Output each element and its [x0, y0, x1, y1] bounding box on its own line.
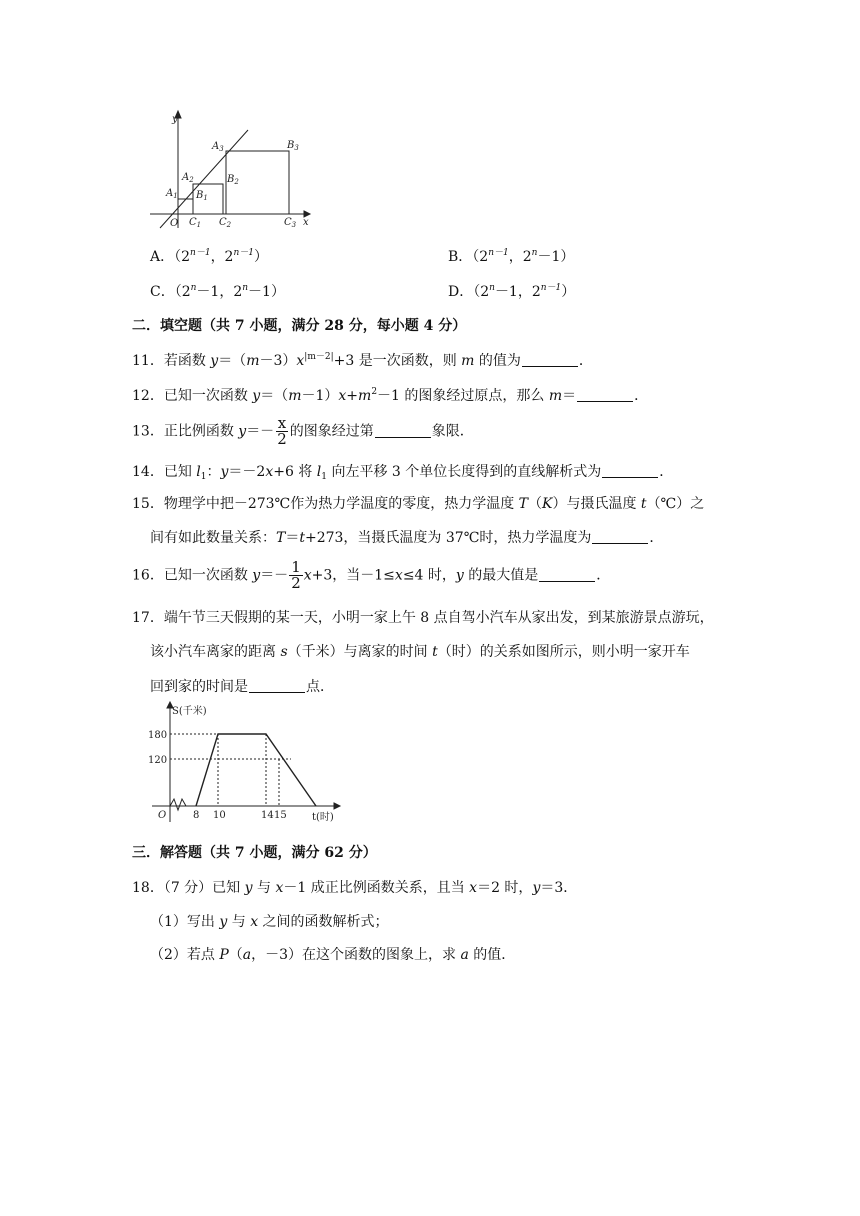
b3-label: B	[287, 140, 295, 151]
svg-text:C2: $C_2$	[219, 217, 232, 229]
answer-blank-17[interactable]	[249, 678, 305, 693]
question-18-part-2: （2）若点 P（a，－3）在这个函数的图象上，求 a 的值．	[150, 947, 516, 963]
question-14: 14．已知 $l_1$：y＝－2x+6 将 $l_1$ 向左平移 3 个单位长度得到的直线解析式为 ．	[132, 464, 674, 482]
svg-text:C3: $C_3$	[284, 217, 297, 229]
section-2-title: 二．填空题（共 7 小题，满分 28 分，每小题 4 分）	[132, 318, 467, 334]
origin-label: O	[170, 218, 179, 229]
svg-text:B1: $B_1$	[196, 190, 208, 202]
a1-label: A	[166, 188, 174, 199]
question-15-line-1: 15．物理学中把－273℃作为热力学温度的零度，热力学温度 T（K）与摄氏温度 t（℃）之	[132, 496, 705, 512]
question-12: 12．已知一次函数 $y=(m-1)x+m^2-1$ 的图象经过原点，那么 m＝ ．	[132, 387, 649, 404]
c1-label: C	[189, 217, 197, 228]
answer-blank-16[interactable]	[539, 567, 595, 582]
y-tick-180: 180	[148, 730, 168, 741]
question-17-line-2: 该小汽车离家的距离 s（千米）与离家的时间 t（时）的关系如图所示，则小明一家开车	[150, 644, 690, 660]
origin-label: O	[158, 810, 167, 821]
svg-text:C1: $C_1$	[189, 217, 202, 229]
answer-blank-11[interactable]	[522, 352, 578, 367]
question-11: 11．若函数 $y=(m-3)x^{|m-2|}+3$ 是一次函数，则 m 的值为 ．	[132, 352, 593, 369]
x-tick-10: 10	[213, 810, 226, 821]
x-tick-15: 15	[274, 810, 287, 821]
distance-time-line	[196, 734, 316, 806]
axis-break	[170, 799, 186, 810]
y-axis-label: y	[172, 114, 178, 125]
option-a: A．（$2^{n-1}$，$2^{n-1}$）	[150, 248, 269, 265]
b1-label: B	[196, 190, 204, 201]
x-tick-8: 8	[193, 810, 200, 821]
question-17-line-3: 回到家的时间是 点．	[150, 679, 334, 695]
question-17-graph	[148, 700, 348, 828]
fraction-1-over-2: $\frac{1}{2}$	[291, 558, 301, 592]
question-17-line-1: 17．端午节三天假期的某一天，小明一家上午 8 点自驾小汽车从家出发，到某旅游景点游玩，	[132, 610, 714, 626]
option-c: C．（$2^n-1$，$2^n-1$）	[150, 283, 285, 300]
question-18: 18．（7 分）已知 y 与 x－1 成正比例函数关系，且当 x＝2 时，y＝3．	[132, 880, 578, 896]
a2-label: A	[182, 172, 190, 183]
answer-blank-15[interactable]	[592, 529, 648, 544]
x-axis-arrow	[334, 803, 340, 809]
c2-label: C	[219, 217, 227, 228]
answer-blank-13[interactable]	[375, 423, 431, 438]
question-16: 16．已知一次函数 y＝－ $\frac{1}{2}$ x+3，当－1≤x≤4 时，y 的最大值是 ．	[132, 558, 611, 592]
question-18-part-1: （1）写出 y 与 x 之间的函数解析式；	[150, 914, 389, 930]
svg-text:B2: $B_2$	[227, 174, 239, 186]
x-axis-label: t(时)	[312, 812, 334, 823]
a3-label: A	[212, 141, 220, 152]
option-d: D．（$2^n-1$，$2^{n-1}$）	[448, 283, 576, 300]
question-15-line-2: 间有如此数量关系：T＝t+273，当摄氏温度为 37℃时，热力学温度为 ．	[150, 530, 664, 546]
section-3-title: 三．解答题（共 7 小题，满分 62 分）	[132, 845, 377, 861]
y-tick-120: 120	[148, 755, 168, 766]
svg-text:A3: $A_3$	[212, 141, 224, 153]
svg-text:A1: $A_1$	[166, 188, 178, 200]
question-10-figure	[146, 108, 316, 232]
answer-blank-14[interactable]	[602, 463, 658, 478]
option-b: B．（$2^{n-1}$，$2^n-1$）	[448, 248, 575, 265]
square-1	[178, 199, 193, 214]
c3-label: C	[284, 217, 292, 228]
answer-blank-12[interactable]	[577, 387, 633, 402]
question-13: 13．正比例函数 y＝－ $\frac{x}{2}$ 的图象经过第 象限．	[132, 414, 474, 448]
x-axis-label: x	[303, 217, 309, 228]
svg-text:A2: $A_2$	[182, 172, 194, 184]
svg-text:B3: $B_3$	[287, 140, 299, 152]
y-axis-label: S(千米)	[172, 706, 207, 717]
x-tick-14: 14	[261, 810, 274, 821]
b2-label: B	[227, 174, 235, 185]
fraction-x-over-2: $\frac{x}{2}$	[277, 414, 287, 448]
